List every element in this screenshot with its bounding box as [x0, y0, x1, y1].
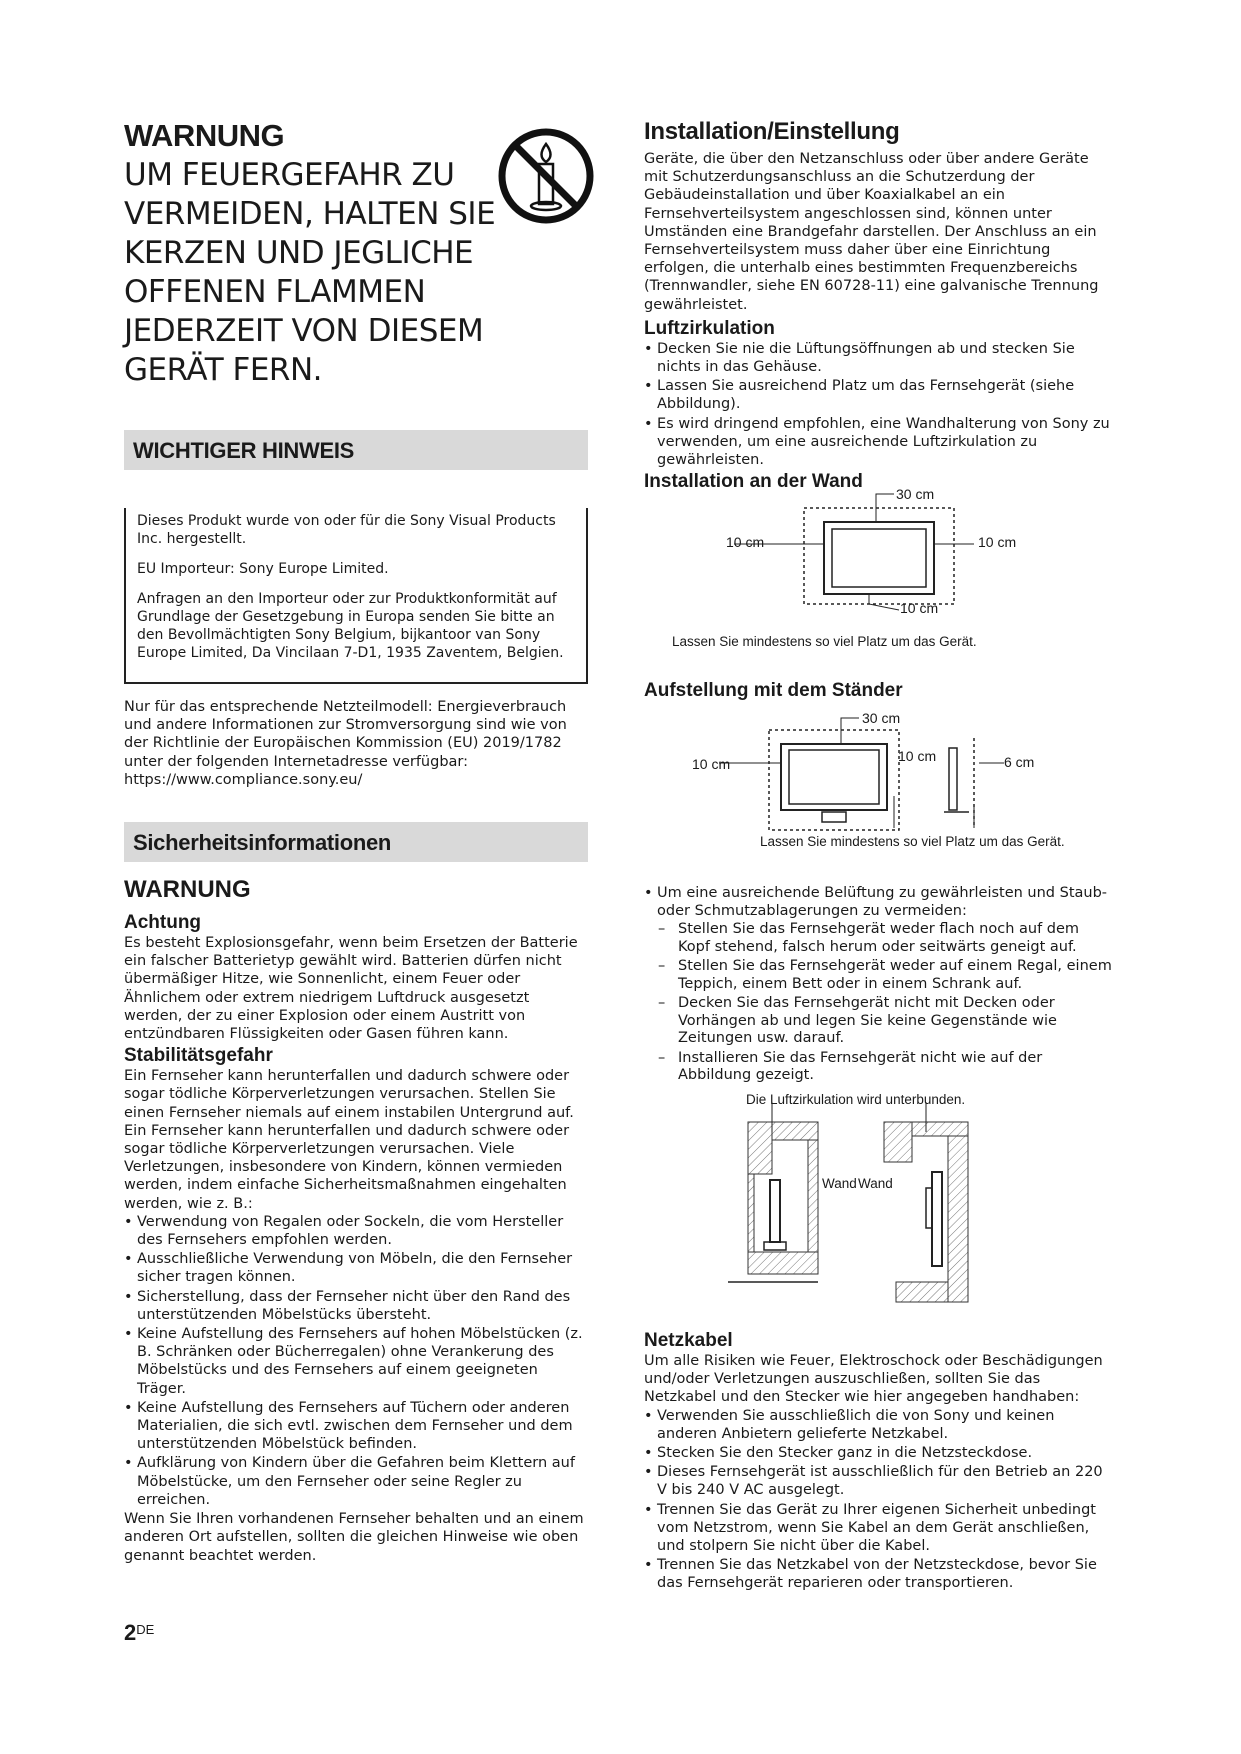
wall-label-left: Wand — [822, 1176, 857, 1191]
stand-right-dim: 10 cm — [898, 748, 937, 764]
blocked-airflow-drawing — [644, 1092, 1114, 1322]
list-item: • Trennen Sie das Netzkabel von der Netzsteckdose, bevor Sie das Fernsehgerät reparieren oder transportieren. — [644, 1556, 1114, 1592]
power-cord-section — [644, 1330, 1114, 1594]
stability-list — [124, 1213, 588, 1509]
stand-heading: Aufstellung mit dem Ständer — [644, 680, 903, 701]
list-item: • Dieses Fernsehgerät ist ausschließlich für den Betrieb an 220 V bis 240 V AC ausgelegt. — [644, 1463, 1114, 1499]
wall-caption: Lassen Sie mindestens so viel Platz um das Gerät. — [672, 634, 977, 649]
ventilation-list — [644, 921, 1114, 1085]
right-column — [644, 118, 1114, 493]
list-item: • Keine Aufstellung des Fernsehers auf hohen Möbelstücken (z. B. Schränken oder Bücherregalen) ohne Verankerung des Möbelstücks und des Fernsehers auf einem geeigneten Träger. — [124, 1325, 588, 1398]
wall-top-dim: 30 cm — [896, 486, 935, 502]
importer-notice-box — [124, 508, 588, 684]
list-item: – Installieren Sie das Fernsehgerät nicht wie auf der Abbildung gezeigt. — [648, 1050, 1114, 1085]
stability-text: Ein Fernseher kann herunterfallen und dadurch schwere oder sogar tödliche Körperverletzungen verursachen. Stellen Sie einen Fernseher niemals auf einem instabilen Untergrund auf. Ein Fernseher kann herunterfallen und dadurch schwere oder sogar tödliche Körperverletzungen verursachen. Viele Verletzungen, insbesondere von Kindern, können vermieden werden, indem einfache Sicherheitsmaßnahmen eingehalten werden, wie z. B.: — [124, 1068, 574, 1212]
page-language: DE — [136, 1622, 155, 1637]
wall-left-dim: 10 cm — [726, 534, 765, 550]
list-item: • Verwendung von Regalen oder Sockeln, die vom Hersteller des Fernsehers empfohlen werden. — [124, 1213, 588, 1249]
list-item: • Um eine ausreichende Belüftung zu gewährleisten und Staub- oder Schmutzablagerungen zu vermeiden: — [644, 884, 1114, 920]
important-notice-heading: WICHTIGER HINWEIS — [133, 438, 355, 463]
air-circulation-list — [644, 340, 1114, 469]
installation-heading: Installation/Einstellung — [644, 118, 900, 145]
page-number-value: 2 — [124, 1620, 137, 1645]
list-item: – Stellen Sie das Fernsehgerät weder auf einem Regal, einem Teppich, einem Bett oder in einem Schrank auf. — [648, 958, 1114, 993]
safety-section — [124, 876, 588, 1565]
wall-bottom-dim: 10 cm — [900, 600, 939, 616]
wall-clearance-diagram — [644, 482, 1114, 652]
stand-clearance-diagram — [644, 708, 1114, 858]
stand-caption: Lassen Sie mindestens so viel Platz um das Gerät. — [760, 834, 1065, 849]
wall-tv-drawing — [644, 482, 1114, 612]
list-item: • Decken Sie nie die Lüftungsöffnungen ab und stecken Sie nichts in das Gehäuse. — [644, 340, 1114, 376]
fire-warning-text: UM FEUERGEFAHR ZU VERMEIDEN, HALTEN SIE KERZEN UND JEGLICHE OFFENEN FLAMMEN JEDERZEIT VON DIESEM GERÄT FERN. — [124, 157, 496, 388]
warning-title: WARNUNG — [124, 118, 285, 153]
list-item: • Es wird dringend empfohlen, eine Wandhalterung von Sony zu verwenden, um eine ausreichende Luftzirkulation zu gewährleisten. — [644, 415, 1114, 470]
notice-conformity: Anfragen an den Importeur oder zur Produktkonformität auf Grundlage der Gesetzgebung in Europa senden Sie bitte an den Bevollmächtigten Sony Belgium, bijkantoor van Sony Europe Limited, Da Vincilaan 7-D1, 1935 Zaventem, Belgien. — [137, 591, 564, 661]
safety-heading: Sicherheitsinformationen — [133, 830, 392, 855]
psu-info-text: Nur für das entsprechende Netzteilmodell: Energieverbrauch und andere Informationen zur Stromversorgung sind wie von der Richtlinie der Europäischen Kommission (EU) 2019/1782 unter der folgenden Internetadresse verfügbar: https://www.compliance.sony.eu/ — [124, 699, 567, 788]
left-column — [124, 118, 588, 390]
page-number — [124, 1620, 154, 1646]
stability-closing: Wenn Sie Ihren vorhandenen Fernseher behalten und an einem anderen Ort aufstellen, sollten die gleichen Hinweise wie oben genannt beachtet werden. — [124, 1511, 584, 1564]
list-item: • Aufklärung von Kindern über die Gefahren beim Klettern auf Möbelstücke, um den Fernseher oder seine Regler zu erreichen. — [124, 1454, 588, 1509]
list-item: • Sicherstellung, dass der Fernseher nicht über den Rand des unterstützenden Möbelstücks übersteht. — [124, 1288, 588, 1324]
list-item: • Lassen Sie ausreichend Platz um das Fernsehgerät (siehe Abbildung). — [644, 377, 1114, 413]
wall-install-heading: Installation an der Wand — [644, 471, 863, 493]
list-item: – Stellen Sie das Fernsehgerät weder flach noch auf dem Kopf stehend, falsch herum oder seitwärts geneigt auf. — [648, 921, 1114, 956]
achtung-heading: Achtung — [124, 912, 202, 933]
safety-banner — [124, 822, 588, 862]
stability-heading: Stabilitätsgefahr — [124, 1045, 273, 1067]
stand-top-dim: 30 cm — [862, 710, 901, 726]
list-item: • Trennen Sie das Gerät zu Ihrer eigenen Sicherheit unbedingt vom Netzstrom, wenn Sie Kabel an dem Gerät anschließen, und stolpern Sie nicht über die Kabel. — [644, 1501, 1114, 1556]
list-item: – Decken Sie das Fernsehgerät nicht mit Decken oder Vorhängen ab und legen Sie keine Gegenstände wie Zeitungen usw. darauf. — [648, 995, 1114, 1048]
power-cord-text: Um alle Risiken wie Feuer, Elektroschock oder Beschädigungen und/oder Verletzungen auszuschließen, sollten Sie das Netzkabel und den Stecker wie hier angegeben handhaben: — [644, 1353, 1103, 1406]
stand-left-dim: 10 cm — [692, 756, 731, 772]
list-item: • Ausschließliche Verwendung von Möbeln, die den Fernseher sicher tragen können. — [124, 1250, 588, 1286]
notice-importer: EU Importeur: Sony Europe Limited. — [137, 561, 389, 577]
blocked-airflow-diagram — [644, 1092, 1114, 1322]
no-candle-icon — [496, 126, 596, 226]
warning-heading: WARNUNG — [124, 876, 251, 903]
notice-manufacturer: Dieses Produkt wurde von oder für die Sony Visual Products Inc. hergestellt. — [137, 513, 556, 547]
ventilation-intro-list — [644, 884, 1114, 920]
list-item: • Keine Aufstellung des Fernsehers auf Tüchern oder anderen Materialien, die sich evtl. zwischen dem Fernseher und dem unterstützenden Möbelstück befinden. — [124, 1399, 588, 1454]
important-notice-banner — [124, 430, 588, 470]
wall-label-right: Wand — [858, 1176, 893, 1191]
list-item: • Verwenden Sie ausschließlich die von Sony und keinen anderen Anbietern gelieferte Netzkabel. — [644, 1407, 1114, 1443]
installation-text: Geräte, die über den Netzanschluss oder über andere Geräte mit Schutzerdungsanschluss an die Schutzerdung der Gebäudeinstallation und über Koaxialkabel an ein Fernsehverteilsystem angeschlossen sind, können unter Umständen eine Brandgefahr darstellen. Der Anschluss an ein Fernsehverteilsystem muss daher über eine Einrichtung erfolgen, die unterhalb eines bestimmten Frequenzbereichs (Trennwandler, siehe EN 60728-11) eine galvanische Trennung gewährleistet. — [644, 151, 1099, 313]
achtung-text: Es besteht Explosionsgefahr, wenn beim Ersetzen der Batterie ein falscher Batterietyp gewählt wird. Batterien dürfen nicht übermäßiger Hitze, wie Sonnenlicht, einem Feuer oder Ähnlichem oder extrem niedrigem Luftdruck ausgesetzt werden, der zu einer Explosion oder einem Austritt von entzündbaren Flüssigkeiten oder Gasen führen kann. — [124, 935, 578, 1043]
list-item: • Stecken Sie den Stecker ganz in die Netzsteckdose. — [644, 1444, 1114, 1462]
wall-right-dim: 10 cm — [978, 534, 1017, 550]
ventilation-section — [644, 884, 1114, 1087]
air-circulation-heading: Luftzirkulation — [644, 317, 775, 339]
power-cord-list — [644, 1407, 1114, 1593]
blocked-caption: Die Luftzirkulation wird unterbunden. — [746, 1092, 966, 1107]
power-cord-heading: Netzkabel — [644, 1330, 733, 1351]
stand-side-dim: 6 cm — [1004, 754, 1035, 770]
